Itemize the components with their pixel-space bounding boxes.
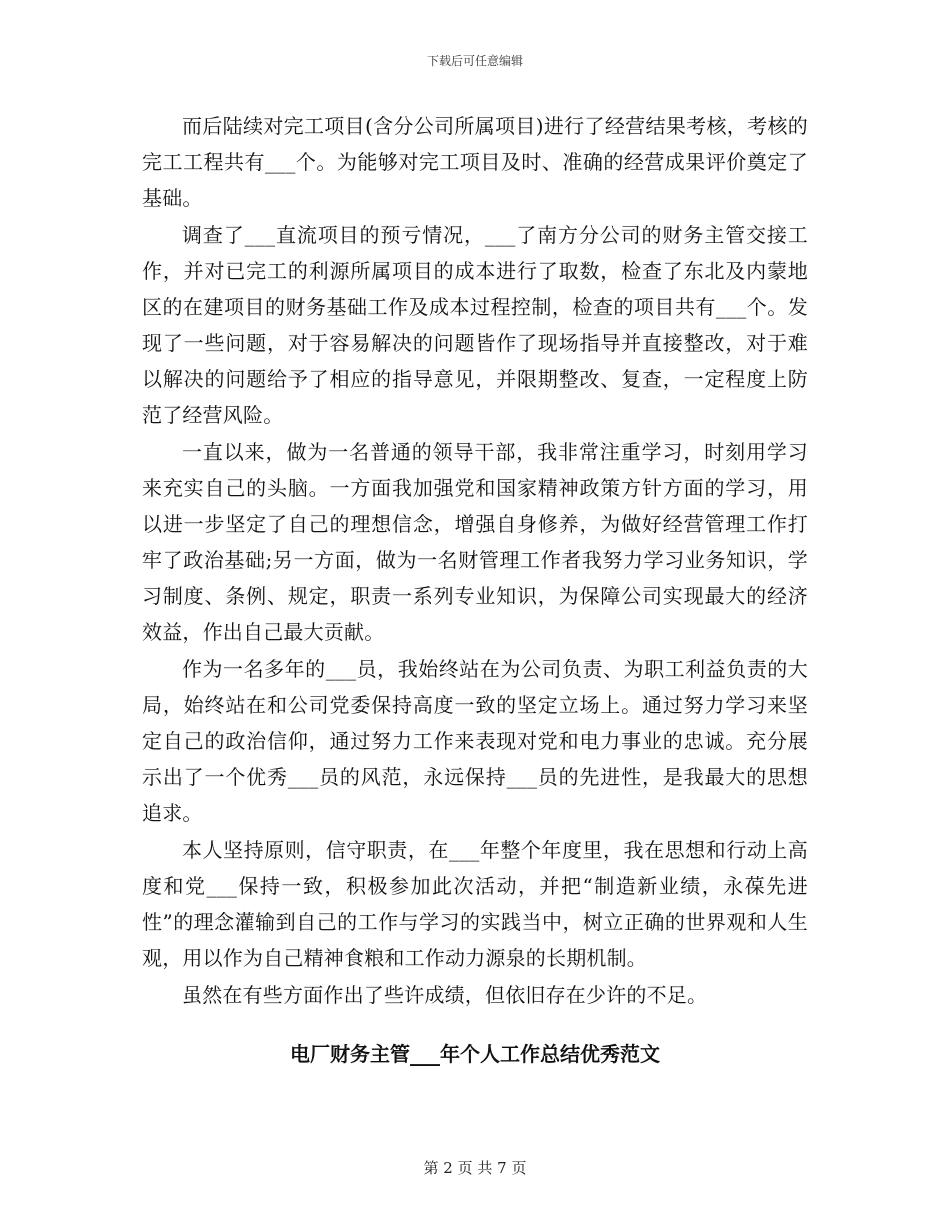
body-paragraph: 虽然在有些方面作出了些许成绩，但依旧存在少许的不足。 (182, 983, 708, 1007)
body-paragraph: 调查了___直流项目的预亏情况，___了南方分公司的财务主管交接工作，并对已完工的利源所属项目的成本进行了取数，检查了东北及内蒙地区的在建项目的财务基础工作及成本过程控制，检查的项目共有___个。发现了一些问题，对于容易解决的问题皆作了现场指导并直接整改，对于难以解决的问题给予了相应的指导意见，并限期整改、复查，一定程度上防范了经营风险。 (142, 223, 808, 427)
document-title: 电厂财务主管___年个人工作总结优秀范文 (290, 1042, 660, 1066)
page-number: 第 2 页 共 7 页 (423, 1159, 527, 1177)
body-paragraph: 一直以来，做为一名普通的领导干部，我非常注重学习，时刻用学习来充实自己的头脑。一方面我加强党和国家精神政策方针方面的学习，用以进一步坚定了自己的理想信念，增强自身修养，为做好经营管理工作打牢了政治基础;另一方面，做为一名财管理工作者我努力学习业务知识，学习制度、条例、规定，职责一系列专业知识，为保障公司实现最大的经济效益，作出自己最大贡献。 (142, 440, 808, 644)
body-paragraph: 而后陆续对完工项目(含分公司所属项目)进行了经营结果考核，考核的完工工程共有___个。为能够对完工项目及时、准确的经营成果评价奠定了基础。 (142, 114, 808, 210)
document-body (142, 108, 808, 1014)
page-header-note: 下载后可任意编辑 (426, 54, 523, 68)
body-paragraph: 本人坚持原则，信守职责，在___年整个年度里，我在思想和行动上高度和党___保持一致，积极参加此次活动，并把“制造新业绩，永葆先进性”的理念灌输到自己的工作与学习的实践当中，树立正确的世界观和人生观，用以作为自己精神食粮和工作动力源泉的长期机制。 (142, 838, 808, 970)
body-paragraph: 作为一名多年的___员，我始终站在为公司负责、为职工利益负责的大局，始终站在和公司党委保持高度一致的坚定立场上。通过努力学习来坚定自己的政治信仰，通过努力工作来表现对党和电力事业的忠诚。充分展示出了一个优秀___员的风范，永远保持___员的先进性，是我最大的思想追求。 (142, 657, 808, 825)
